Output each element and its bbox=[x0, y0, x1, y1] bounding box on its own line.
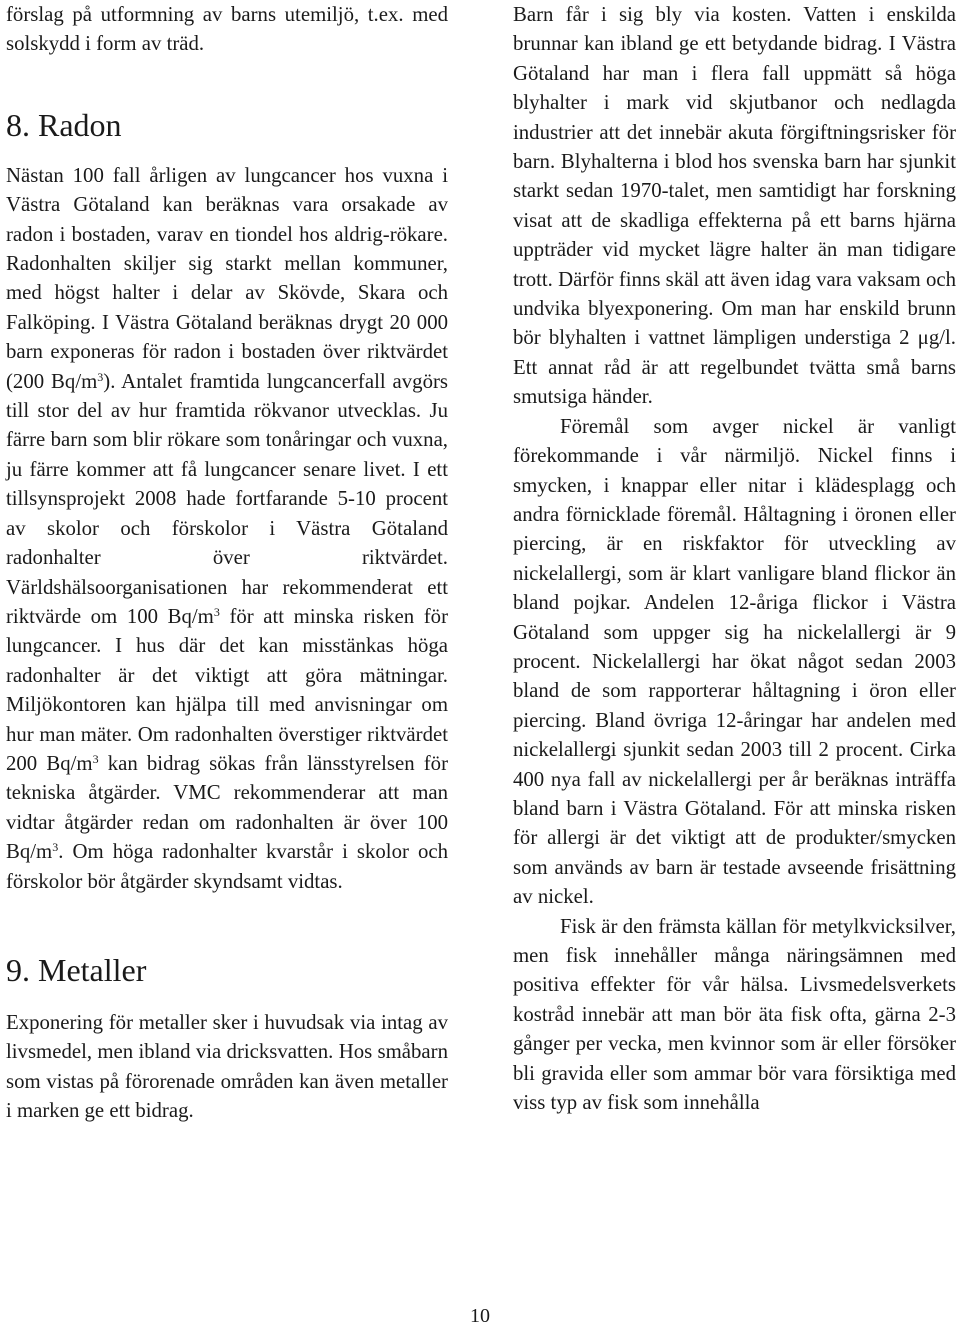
page-number: 10 bbox=[470, 1305, 490, 1327]
right-column bbox=[513, 0, 956, 1117]
metaller-heading: 9. Metaller bbox=[6, 951, 147, 988]
lead-paragraph: Barn får i sig bly via kosten. Vatten i enskilda brunnar kan ibland ge ett betydande bidrag. I Västra Götaland har man i flera fall uppmätt så höga blyhalter i mark vid skjutbanor och nedlagda industrier att det innebär akuta förgiftningsrisker för barn. Blyhalterna i blod hos svenska barn har sjunkit starkt sedan 1970-talet, men samtidigt har forskning visat att de skadliga effekterna på ett barns hjärna uppträder vid mycket lägre halter än man tidigare trott. Därför finns skäl att även idag vara vaksam och undvika blyexponering. Om man har enskild brunn bör blyhalten i vattnet lämpligen understiga 2 μg/l. Ett annat råd är att regelbundet tvätta små barns smutsiga händer. bbox=[513, 3, 956, 409]
metaller-paragraph: Exponering för metaller sker i huvudsak via intag av livsmedel, men ibland via dricksvatten. Hos småbarn som vistas på förorenade områden kan även metaller i marken ge ett bidrag. bbox=[6, 1010, 448, 1123]
superscript-3: 3 bbox=[97, 369, 104, 384]
radon-text-1: Nästan 100 fall årligen av lungcancer hos vuxna i Västra Götaland kan beräknas vara orsakade av radon i bostaden, varav en tiondel hos aldrig-rökare. Radonhalten skiljer sig starkt mellan kommuner, med högst halter i delar av Skövde, Skara och Falköping. I Västra Götaland beräknas drygt 20 000 barn exponeras för radon i bostaden över riktvärdet (200 Bq/m bbox=[6, 163, 448, 393]
radon-paragraph bbox=[6, 161, 448, 896]
superscript-3: 3 bbox=[52, 840, 59, 855]
radon-text-5: . Om höga radonhalter kvarstår i skolor och förskolor bör åtgärder skyndsamt vidtas. bbox=[6, 840, 448, 893]
superscript-3: 3 bbox=[92, 751, 99, 766]
radon-text-3: för att minska risken för lungcancer. I hus där det kan misstänkas höga radonhalter är det viktigt att göra mätningar. Miljökontoren kan hjälpa till med anvisningar om hur man mäter. Om radonhalten överstiger riktvärdet 200 Bq/m bbox=[6, 604, 448, 775]
radon-text-2: ). Antalet framtida lungcancerfall avgörs till stor del av hur framtida rökvanor utvecklas. Ju färre barn som blir rökare som tonåringar och vuxna, ju färre kommer att få lungcancer senare livet. I ett tillsynsprojekt 2008 hade fortfarande 5-10 procent av skolor och förskolor i Västra Götaland radonhalter över riktvärdet. Världshälsoorganisationen har rekommenderat ett riktvärde om 100 Bq/m bbox=[6, 369, 449, 628]
nickel-paragraph: Föremål som avger nickel är vanligt förekommande i vår närmiljö. Nickel finns i smycken, i knappar eller nitar i klädesplagg och andra förnicklade föremål. Håltagning i öronen eller piercing, är en riskfaktor för utveckling av nickelallergi, som är klart vanligare bland flickor än bland pojkar. Andelen 12-åriga flickor i Västra Götaland som uppger sig ha nickelallergi är 9 procent. Nickelallergi har ökat något sedan 2003 bland de som rapporterar håltagning i öron eller piercing. Bland övriga 12-åringar har andelen med nickelallergi sjunkit sedan 2003 till 2 procent. Cirka 400 nya fall av nickelallergi per år beräknas inträffa bland barn i Västra Götaland. För att minska risken för allergi är det viktigt att de produkter/smycken som används av barn är testade avseende frisättning av nickel. bbox=[513, 414, 956, 909]
mercury-paragraph: Fisk är den främsta källan för metylkvicksilver, men fisk innehåller många näringsämnen med positiva effekter för vår hälsa. Livsmedelsverkets kostråd innebär att man bör äta fisk ofta, gärna 2-3 gånger per vecka, men kvinnor som är eller försöker bli gravida eller som ammar bör vara försiktiga med viss typ av fisk som innehålla bbox=[513, 914, 956, 1115]
superscript-3: 3 bbox=[213, 604, 220, 619]
radon-text-4: kan bidrag sökas från länsstyrelsen för tekniska åtgärder. VMC rekommenderar att man vidtar åtgärder redan om radonhalten är över 100 Bq/m bbox=[6, 751, 448, 864]
intro-paragraph: förslag på utformning av barns utemiljö, t.ex. med solskydd i form av träd. bbox=[6, 3, 448, 56]
left-column bbox=[6, 0, 448, 1126]
radon-heading: 8. Radon bbox=[6, 106, 122, 143]
